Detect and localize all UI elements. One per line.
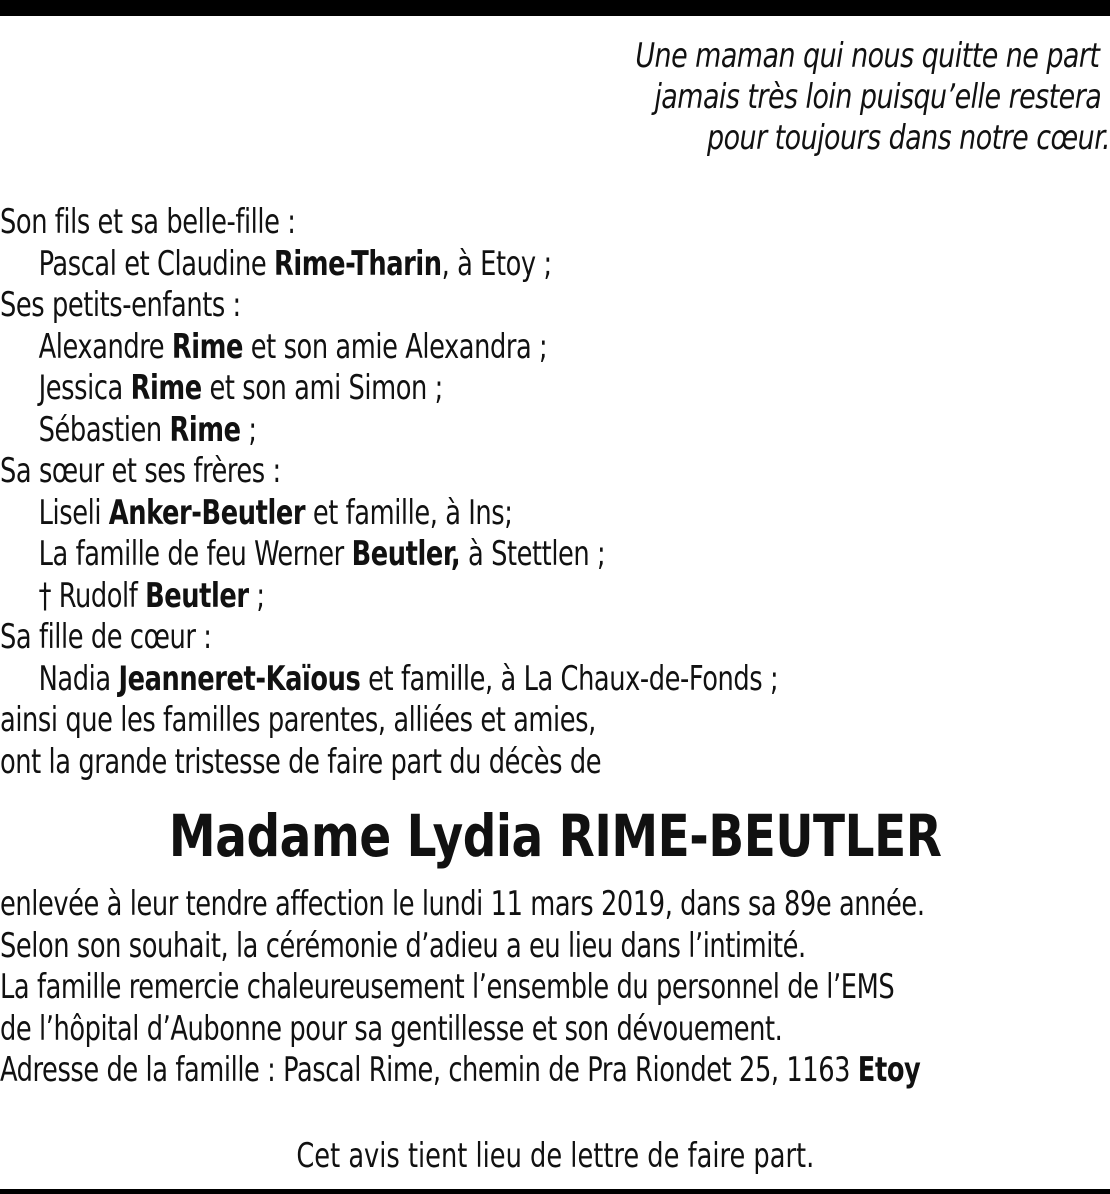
deceased-name: Madame Lydia RIME-BEUTLER (168, 802, 942, 870)
announcement-line: ont la grande tristesse de faire part du décès de (0, 741, 602, 782)
surname: Beutler (145, 575, 249, 616)
closing-note: Cet avis tient lieu de lettre de faire part. (296, 1136, 814, 1176)
surname: Rime (169, 409, 241, 450)
surname: Rime (171, 326, 244, 367)
siblings-heading: Sa sœur et ses frères : (0, 451, 281, 491)
family-member-sibling: Liseli Anker-Beutler et famille, à Ins; (38, 492, 513, 533)
family-member-sibling: † Rudolf Beutler ; (38, 575, 265, 616)
family-member-grandchild: Jessica Rime et son ami Simon ; (38, 368, 443, 408)
thanks-line: La famille remercie chaleureusement l’ensemble du personnel de l’EMS (0, 967, 895, 1007)
thanks-line-continued: de l’hôpital d’Aubonne pour sa gentillesse et son dévouement. (0, 1008, 783, 1049)
bottom-rule (0, 1189, 1110, 1194)
grandchildren-heading: Ses petits-enfants : (0, 285, 241, 325)
surname: Rime (130, 368, 202, 408)
ceremony-line: Selon son souhait, la cérémonie d’adieu a eu lieu dans l’intimité. (0, 925, 806, 966)
family-member-grandchild: Sébastien Rime ; (38, 409, 257, 450)
quote-line: jamais très loin puisqu’elle restera (654, 77, 1102, 117)
family-address: Adresse de la famille : Pascal Rime, chemin de Pra Riondet 25, 1163 Etoy (0, 1050, 921, 1090)
family-list (0, 202, 1058, 783)
top-rule (0, 0, 1110, 16)
surname: Anker-Beutler (108, 492, 306, 533)
family-member-sibling: La famille de feu Werner Beutler, à Stettlen ; (38, 534, 606, 574)
surname: Jeanneret-Kaïous (118, 658, 361, 699)
death-date-line: enlevée à leur tendre affection le lundi 11 mars 2019, dans sa 89e année. (0, 884, 925, 924)
family-member-grandchild: Alexandre Rime et son amie Alexandra ; (38, 326, 548, 367)
quote-line: pour toujours dans notre cœur. (707, 118, 1110, 158)
relatives-line: ainsi que les familles parentes, alliées et amies, (0, 700, 596, 740)
surname: Beutler, (351, 534, 461, 574)
quote-line: Une maman qui nous quitte ne part (635, 36, 1100, 76)
son-heading: Son fils et sa belle-fille : (0, 202, 296, 242)
daughter-heading: Sa fille de cœur : (0, 617, 212, 657)
family-member-daughter: Nadia Jeanneret-Kaïous et famille, à La Chaux-de-Fonds ; (38, 658, 779, 699)
address-city: Etoy (857, 1050, 921, 1090)
epigraph-quote (318, 36, 1110, 159)
surname: Rime-Tharin (274, 243, 442, 284)
details-block (0, 884, 1109, 1092)
family-member-son: Pascal et Claudine Rime-Tharin, à Etoy ; (38, 243, 552, 284)
